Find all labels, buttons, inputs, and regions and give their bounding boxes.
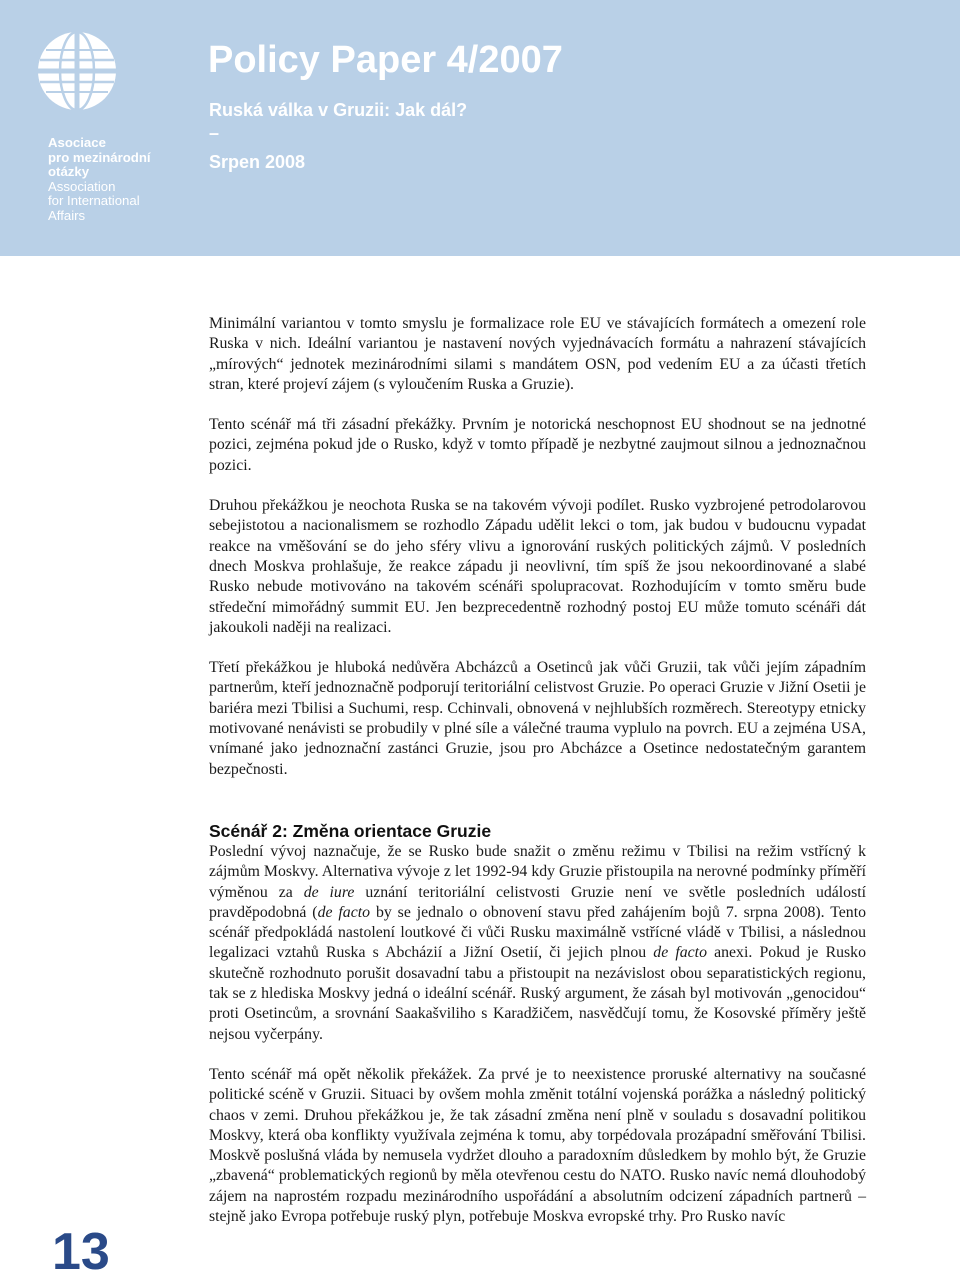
- paragraph-5: [209, 842, 866, 1045]
- p5-text-b: uznání teritoriální celistvosti Gruzie není ve světle posledních událostí pravděpodobná (: [209, 883, 866, 921]
- section-heading: Scénář 2: Změna orientace Gruzie: [209, 820, 492, 841]
- paragraph-1: Minimální variantou v tomto smyslu je formalizace role EU ve stávajících formátech a omezení role Ruska v nich. Ideální variantou je nastavení nových vyjednávacích formátu a nahrazení stávajících „mírových“ jednotek mezinárodními silami s mandátem OSN, pod vedením EU a za účasti třetích stran, které projeví zájem (s vyloučením Ruska a Gruzie).: [209, 315, 866, 393]
- org-name-en-line1: Association: [48, 178, 116, 194]
- paper-subtitle: Ruská válka v Gruzii: Jak dál?: [209, 100, 468, 120]
- p5-italic-de-iure: de iure: [303, 883, 355, 901]
- header-banner: [0, 0, 960, 256]
- paragraph-2: Tento scénář má tři zásadní překážky. Prvním je notorická neschopnost EU shodnout se na jednotné pozici, zejména pokud jde o Rusko, když v tomto případě je nezbytné zaujmout silnou a jednoznačnou pozici.: [209, 416, 866, 474]
- series-title: Policy Paper 4/2007: [208, 39, 563, 81]
- paragraph-3: Druhou překážkou je neochota Ruska se na takovém vývoji podílet. Rusko vyzbrojené petrodolarovou sebejistotou a nacionalismem se rozhodlo Západu udělit lekci o tom, jak budou v budoucnu vypadat reakce na vměšování se do jeho sféry vlivu a ignorování ruských politických zájmů. V posledních dnech Moskva prohlašuje, že reakce západu ji neovlivní, tím spíš že jsou nekoordinované a slabé Rusko nebude motivováno na takovém scénáři spolupracovat. Rozhodujícím v tomto směru bude středeční mimořádný summit EU. Jen bezprecedentně rozhodný postoj EU může tomuto scénáři dát jakoukoli naději na realizaci.: [209, 497, 866, 636]
- publication-date: Srpen 2008: [209, 152, 306, 172]
- p5-italic-de-facto-1: de facto: [317, 903, 371, 921]
- subtitle-dash: –: [209, 123, 220, 143]
- p5-italic-de-facto-2: de facto: [653, 944, 707, 962]
- org-name-en-line2: for International: [48, 193, 140, 209]
- body-text: [209, 314, 866, 1227]
- organization-name: [48, 136, 188, 224]
- aiia-logo-icon: [36, 30, 118, 112]
- paragraph-4: Třetí překážkou je hluboká nedůvěra Abcházců a Osetinců jak vůči Gruzii, tak vůči jejím západním partnerům, kteří jednoznačně podporují teritoriální celistvost Gruzie. Po operaci Gruzie v Jižní Osetii je bariéra mezi Tbilisi a Suchumi, resp. Cchinvali, obnovená v nejhlubších rozměrech. Stereotypy etnicky motivované nenávisti se probudily v plné síle a válečné trauma vyplulo na povrch. EU a zejména USA, vnímané jako jednoznační zastánci Gruzie, jsou pro Abcházce a Osetince nedostatečným garantem bezpečnosti.: [209, 659, 866, 778]
- p5-text-c: by se jednalo o obnovení stavu před zahájením bojů 7. srpna 2008). Tento scénář předpokládá nastolení loutkové či vůči Rusku maximálně vstřícné vládě v Tbilisi, a následnou legalizaci vztahů Ruska s Abcházií a Jižní Osetií, či jejich plnou: [209, 903, 866, 962]
- org-name-en-line3: Affairs: [48, 207, 86, 223]
- org-name-cz-line1: Asociace: [48, 135, 106, 150]
- org-name-cz-line2: pro mezinárodní: [48, 149, 151, 165]
- page-number: 13: [52, 1223, 110, 1281]
- paragraph-6: Tento scénář má opět několik překážek. Za prvé je to neexistence proruské alternativy na současné politické scéně v Gruzii. Situaci by ovšem mohla změnit totální vojenská porážka a následný politický chaos v zemi. Druhou překážkou je, že tak zásadní změna není plně v souladu s dosavadní politikou Moskvy, která oba konflikty využívala zejména k tomu, aby torpédovala prozápadní směřování Tbilisi. Moskvě poslušná vláda by nemusela vydržet dlouho a paradoxním důsledkem by mohlo být, že Gruzie „zbavená“ problematických regionů by měla otevřenou cestu do NATO. Rusko navíc nemá dlouhodobý zájem na naprostém rozpadu mezinárodního uspořádání a absolutním odcizení západních partnerů – stejně jako Evropa potřebuje ruský plyn, potřebuje Moskva evropské trhy. Pro Rusko navíc: [209, 1065, 866, 1225]
- org-name-cz-line3: otázky: [48, 164, 90, 180]
- p5-text-a: Poslední vývoj naznačuje, že se Rusko bude snažit o změnu režimu v Tbilisi na režim vstřícný k zájmům Moskvy. Alternativa vývoje z let 1992-94 kdy Gruzie přistoupila na nerovné podmínky příměří výměnou za: [209, 842, 866, 901]
- p5-text-d: anexi. Pokud je Rusko skutečně rozhodnuto porušit dosavadní tabu a přistoupit na nezávislost obou separatistických regionu, tak se z hlediska Moskvy jedná o ideální scénář. Ruský argument, že zásah byl motivován „genocidou“ proti Osetincům, a srovnání Saakašviliho s Karadžičem, nasvědčují tomu, že Kosovské příměry ještě nejsou vyčerpány.: [209, 944, 866, 1043]
